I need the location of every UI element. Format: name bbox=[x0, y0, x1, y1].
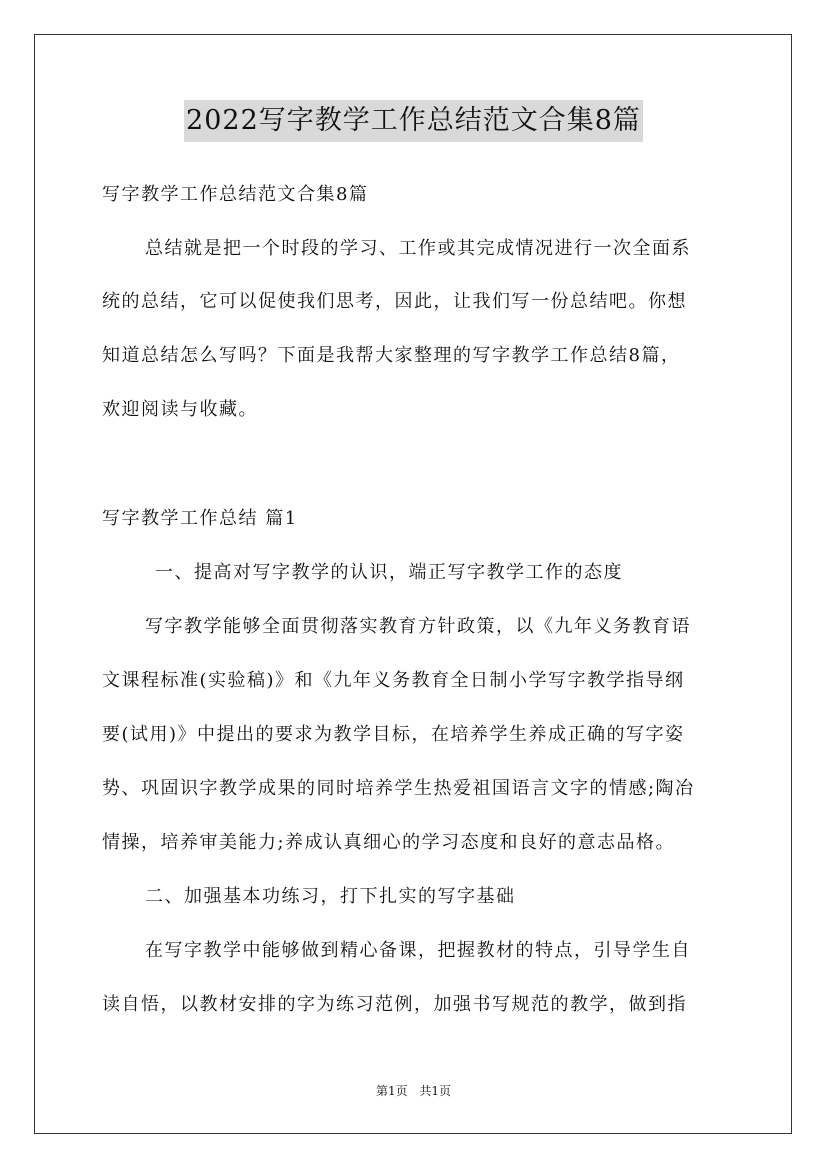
subheading-1: 一、提高对写字教学的认识，端正写字教学工作的态度 bbox=[155, 562, 623, 583]
section-heading: 写字教学工作总结 篇1 bbox=[102, 508, 298, 529]
page-footer bbox=[0, 1083, 827, 1099]
paragraph-line: 欢迎阅读与收藏。 bbox=[102, 399, 258, 420]
paragraph-line: 统的总结，它可以促使我们思考，因此，让我们写一份总结吧。你想 bbox=[102, 291, 687, 312]
paragraph-line: 在写字教学中能够做到精心备课，把握教材的特点，引导学生自 bbox=[145, 940, 691, 961]
subtitle-line: 写字教学工作总结范文合集8篇 bbox=[102, 184, 369, 205]
paragraph-line: 文课程标准(实验稿)》和《九年义务教育全日制小学写字教学指导纲 bbox=[102, 670, 685, 691]
paragraph-line: 写字教学能够全面贯彻落实教育方针政策，以《九年义务教育语 bbox=[145, 616, 691, 637]
title-container bbox=[0, 100, 827, 142]
document-title: 2022写字教学工作总结范文合集8篇 bbox=[184, 100, 643, 142]
paragraph-line: 总结就是把一个时段的学习、工作或其完成情况进行一次全面系 bbox=[145, 238, 691, 259]
paragraph-line: 读自悟，以教材安排的字为练习范例，加强书写规范的教学，做到指 bbox=[102, 994, 687, 1015]
paragraph-line: 要(试用)》中提出的要求为教学目标，在培养学生养成正确的写字姿 bbox=[102, 724, 685, 745]
paragraph-line: 势、巩固识字教学成果的同时培养学生热爱祖国语言文字的情感;陶冶 bbox=[102, 778, 695, 799]
paragraph-line: 知道总结怎么写吗？下面是我帮大家整理的写字教学工作总结8篇， bbox=[102, 345, 681, 366]
page-total: 共1页 bbox=[419, 1084, 452, 1098]
page-number: 第1页 bbox=[375, 1084, 408, 1098]
subheading-2: 二、加强基本功练习，打下扎实的写字基础 bbox=[145, 886, 516, 907]
paragraph-line: 情操，培养审美能力;养成认真细心的学习态度和良好的意志品格。 bbox=[102, 832, 676, 853]
